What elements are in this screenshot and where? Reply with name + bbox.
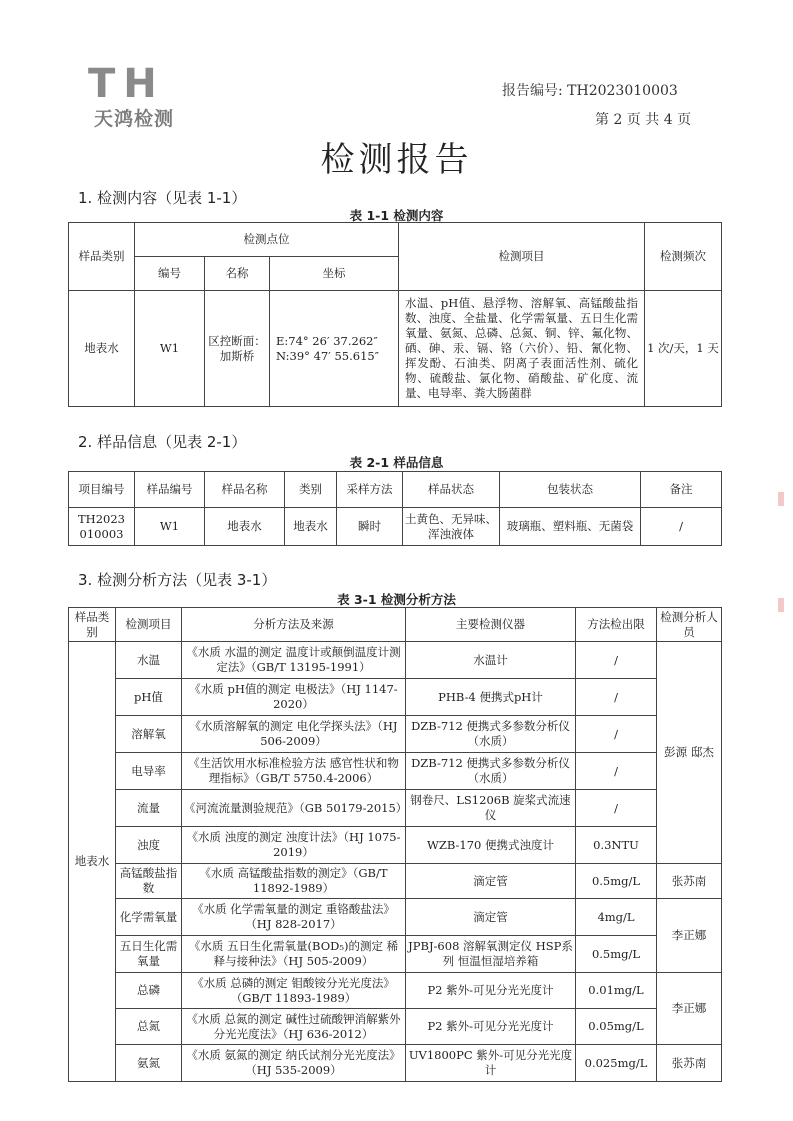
header-item: 检测项目 <box>116 608 182 642</box>
table3-caption: 表 3-1 检测分析方法 <box>337 592 456 607</box>
header-sample-name: 样品名称 <box>205 472 285 508</box>
method-cell: 《水质 浊度的测定 浊度计法》（HJ 1075-2019） <box>182 827 406 864</box>
cell-category: 地表水 <box>69 291 135 407</box>
limit-cell: 0.01mg/L <box>576 973 657 1009</box>
header-sampling-method: 采样方法 <box>337 472 403 508</box>
limit-cell: 0.5mg/L <box>576 864 657 899</box>
analyst-cell: 张苏南 <box>657 1045 722 1082</box>
instrument-cell: UV1800PC 紫外-可见分光光度计 <box>406 1045 576 1082</box>
item-cell: 水温 <box>116 642 182 679</box>
cell-packaging: 玻璃瓶、塑料瓶、无菌袋 <box>500 508 641 546</box>
header-category: 样品类别 <box>69 223 135 291</box>
page-number: 第 2 页 共 4 页 <box>595 112 692 128</box>
method-cell: 《河流流量测验规范》（GB 50179-2015） <box>182 790 406 827</box>
instrument-cell: WZB-170 便携式浊度计 <box>406 827 576 864</box>
limit-cell: 0.025mg/L <box>576 1045 657 1082</box>
item-cell: 溶解氧 <box>116 716 182 753</box>
section3-heading: 3. 检测分析方法（见表 3-1） <box>78 571 277 589</box>
instrument-cell: P2 紫外-可见分光光度计 <box>406 1009 576 1045</box>
header-instrument: 主要检测仪器 <box>406 608 576 642</box>
item-cell: 五日生化需氧量 <box>116 936 182 973</box>
page-title: 检测报告 <box>320 140 473 180</box>
method-cell: 《水质溶解氧的测定 电化学探头法》（HJ 506-2009） <box>182 716 406 753</box>
logo-name: 天鸿检测 <box>94 108 175 130</box>
cell-remark: / <box>641 508 722 546</box>
cell-no: W1 <box>135 291 205 407</box>
instrument-cell: P2 紫外-可见分光光度计 <box>406 973 576 1009</box>
header-sample-no: 样品编号 <box>135 472 205 508</box>
cell-sample-no: W1 <box>135 508 205 546</box>
analyst-cell: 李正娜 <box>657 899 722 973</box>
section2-heading: 2. 样品信息（见表 2-1） <box>78 433 247 451</box>
header-sample-state: 样品状态 <box>403 472 500 508</box>
item-cell: 流量 <box>116 790 182 827</box>
method-cell: 《水质 高锰酸盐指数的测定》（GB/T 11892-1989） <box>182 864 406 899</box>
section1-heading: 1. 检测内容（见表 1-1） <box>78 189 247 207</box>
header-packaging: 包装状态 <box>500 472 641 508</box>
header-no: 编号 <box>135 257 205 291</box>
header-remark: 备注 <box>641 472 722 508</box>
method-cell: 《水质 总氮的测定 碱性过硫酸钾消解紫外分光光度法》（HJ 636-2012） <box>182 1009 406 1045</box>
instrument-cell: PHB-4 便携式pH计 <box>406 679 576 716</box>
limit-cell: 0.05mg/L <box>576 1009 657 1045</box>
instrument-cell: JPBJ-608 溶解氧测定仪 HSP系列 恒温恒湿培养箱 <box>406 936 576 973</box>
limit-cell: / <box>576 642 657 679</box>
item-cell: 电导率 <box>116 753 182 790</box>
scan-mark <box>778 598 784 612</box>
instrument-cell: 滴定管 <box>406 864 576 899</box>
cell-frequency: 1 次/天，1 天 <box>645 291 722 407</box>
company-logo <box>84 61 214 130</box>
table1-caption: 表 1-1 检测内容 <box>349 208 444 223</box>
coord-east: E:74° 26′ 37.262″ <box>276 333 378 348</box>
limit-cell: / <box>576 753 657 790</box>
cell-project-no: TH2023 010003 <box>69 508 135 546</box>
cell-name: 区控断面：加斯桥 <box>205 291 270 407</box>
limit-cell: / <box>576 790 657 827</box>
instrument-cell: DZB-712 便携式多参数分析仪（水质） <box>406 753 576 790</box>
limit-cell: / <box>576 716 657 753</box>
limit-cell: 0.3NTU <box>576 827 657 864</box>
instrument-cell: 水温计 <box>406 642 576 679</box>
method-cell: 《水质 化学需氧量的测定 重铬酸盐法》（HJ 828-2017） <box>182 899 406 936</box>
cell-coords <box>270 291 399 407</box>
header-category: 样品类别 <box>69 608 116 642</box>
cell-type: 地表水 <box>285 508 337 546</box>
cell-category: 地表水 <box>69 642 116 1082</box>
header-frequency: 检测频次 <box>645 223 722 291</box>
method-cell: 《水质 pH值的测定 电极法》（HJ 1147-2020） <box>182 679 406 716</box>
method-cell: 《生活饮用水标准检验方法 感官性状和物理指标》（GB/T 5750.4-2006） <box>182 753 406 790</box>
analyst-cell: 李正娜 <box>657 973 722 1045</box>
header-coords: 坐标 <box>270 257 399 291</box>
header-project-no: 项目编号 <box>69 472 135 508</box>
header-items: 检测项目 <box>399 223 645 291</box>
report-number: 报告编号: TH2023010003 <box>502 83 678 99</box>
cell-sample-state: 土黄色、无异味、浑浊液体 <box>403 508 500 546</box>
analyst-cell: 彭源 邸杰 <box>657 642 722 864</box>
cell-items: 水温、pH值、悬浮物、溶解氧、高锰酸盐指数、浊度、全盐量、化学需氧量、五日生化需氧量、氨氮、总磷、总氮、铜、锌、氟化物、硒、砷、汞、镉、铬（六价）、铅、氰化物、挥发酚、石油类、阴离子表面活性剂、硫化物、硫酸盐、氯化物、硝酸盐、矿化度、流量、电导率、粪大肠菌群 <box>399 291 645 407</box>
instrument-cell: DZB-712 便携式多参数分析仪（水质） <box>406 716 576 753</box>
item-cell: 浊度 <box>116 827 182 864</box>
table2-caption: 表 2-1 样品信息 <box>349 455 444 470</box>
sample-info-table <box>68 471 722 546</box>
method-cell: 《水质 水温的测定 温度计或颠倒温度计测定法》（GB/T 13195-1991） <box>182 642 406 679</box>
instrument-cell: 滴定管 <box>406 899 576 936</box>
analyst-cell: 张苏南 <box>657 864 722 899</box>
method-cell: 《水质 总磷的测定 钼酸铵分光光度法》（GB/T 11893-1989） <box>182 973 406 1009</box>
detection-content-table <box>68 222 722 407</box>
item-cell: 总氮 <box>116 1009 182 1045</box>
header-type: 类别 <box>285 472 337 508</box>
header-analyst: 检测分析人员 <box>657 608 722 642</box>
item-cell: 高锰酸盐指数 <box>116 864 182 899</box>
coord-north: N:39° 47′ 55.615″ <box>276 348 380 363</box>
item-cell: 化学需氧量 <box>116 899 182 936</box>
cell-sampling-method: 瞬时 <box>337 508 403 546</box>
header-method: 分析方法及来源 <box>182 608 406 642</box>
header-name: 名称 <box>205 257 270 291</box>
header-point: 检测点位 <box>135 223 399 257</box>
instrument-cell: 钢卷尺、LS1206B 旋桨式流速仪 <box>406 790 576 827</box>
header-limit: 方法检出限 <box>576 608 657 642</box>
limit-cell: 0.5mg/L <box>576 936 657 973</box>
item-cell: 氨氮 <box>116 1045 182 1082</box>
limit-cell: / <box>576 679 657 716</box>
scan-mark <box>778 492 784 506</box>
limit-cell: 4mg/L <box>576 899 657 936</box>
method-cell: 《水质 五日生化需氧量(BOD₅)的测定 稀释与接种法》（HJ 505-2009） <box>182 936 406 973</box>
analysis-method-table <box>68 607 722 1082</box>
method-cell: 《水质 氨氮的测定 纳氏试剂分光光度法》（HJ 535-2009） <box>182 1045 406 1082</box>
logo-mark: TH <box>88 61 165 107</box>
item-cell: pH值 <box>116 679 182 716</box>
item-cell: 总磷 <box>116 973 182 1009</box>
cell-sample-name: 地表水 <box>205 508 285 546</box>
